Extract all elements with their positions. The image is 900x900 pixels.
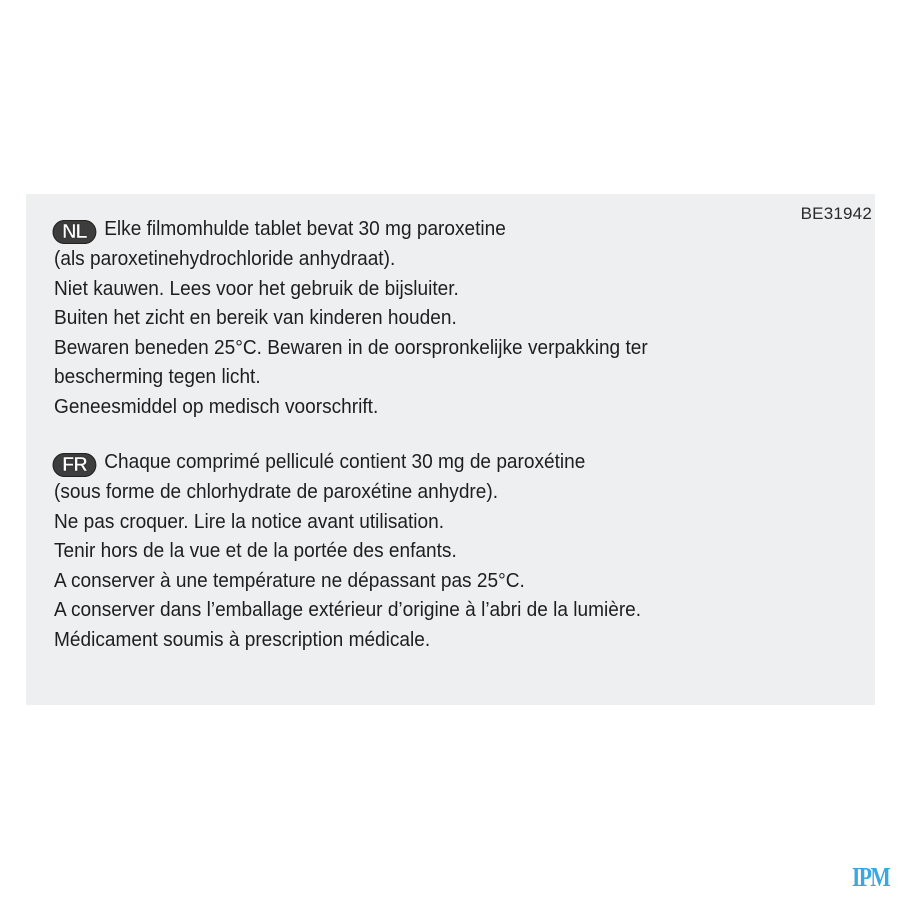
french-section [54, 447, 685, 654]
text-line: Tenir hors de la vue et de la portée des enfants. [54, 539, 457, 562]
nl-language-badge-icon: NL [53, 220, 97, 244]
reference-code: BE31942 [800, 204, 872, 223]
text-line: Niet kauwen. Lees voor het gebruik de bijsluiter. [54, 276, 459, 300]
text-line: Buiten het zicht en bereik van kinderen houden. [54, 306, 457, 329]
text-line: Geneesmiddel op medisch voorschrift. [54, 394, 379, 418]
text-line: A conserver dans l’emballage extérieur d’origine à l’abri de la lumière. [54, 598, 642, 621]
text-line: bescherming tegen licht. [54, 365, 261, 388]
text-line: (sous forme de chlorhydrate de paroxétine anhydre). [54, 480, 499, 503]
text-line: NL Elke filmomhulde tablet bevat 30 mg paroxetine [54, 214, 648, 244]
text-line: (als paroxetinehydrochloride anhydraat). [54, 247, 396, 270]
text-line: FR Chaque comprimé pelliculé contient 30 mg de paroxétine [54, 447, 641, 477]
dutch-section [54, 214, 692, 421]
text-line: Ne pas croquer. Lire la notice avant utilisation. [54, 509, 445, 533]
ipm-watermark-logo: IPM [852, 862, 890, 892]
text-line: A conserver à une température ne dépassant pas 25°C. [54, 568, 525, 592]
text-line: Bewaren beneden 25°C. Bewaren in de oorspronkelijke verpakking ter [54, 335, 648, 359]
text-line: Médicament soumis à prescription médicale. [54, 627, 431, 651]
package-label-panel [26, 194, 875, 705]
fr-language-badge-icon: FR [53, 453, 97, 477]
